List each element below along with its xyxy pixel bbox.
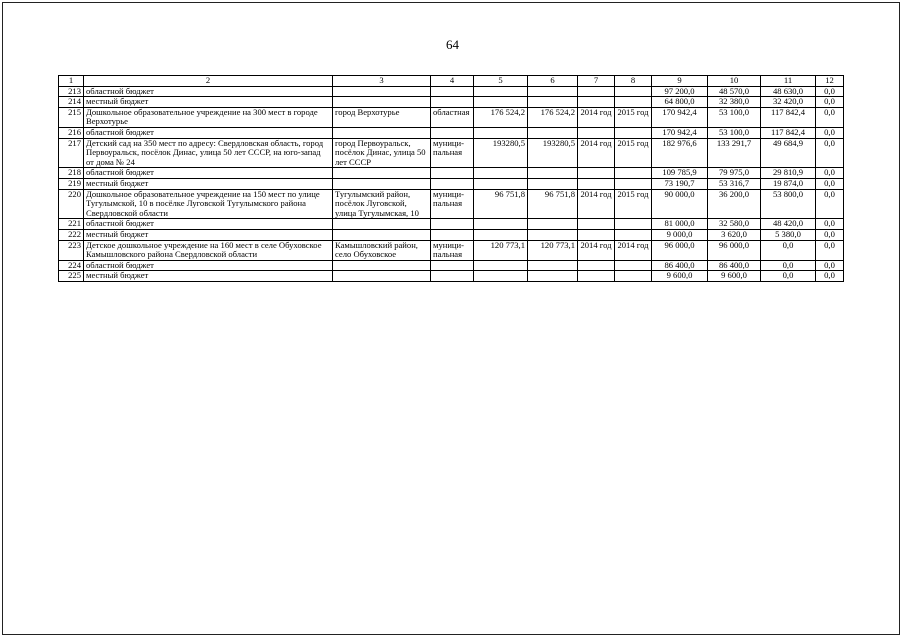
row-estimated-cost: [474, 127, 528, 138]
row-funding-year-1: 53 100,0: [708, 127, 761, 138]
row-start-year: 2014 год: [578, 240, 615, 260]
row-end-year: 2014 год: [615, 240, 652, 260]
row-ownership: [431, 86, 474, 97]
row-end-year: [615, 178, 652, 189]
row-ownership: муници-пальная: [431, 138, 474, 168]
row-name: Детский сад на 350 мест по адресу: Свердловская область, город Первоуральск, посёлок Динас, улица 50 лет СССР, на юго-запад от дома № 24: [84, 138, 333, 168]
row-end-year: [615, 168, 652, 179]
row-start-year: [578, 86, 615, 97]
table-row: [59, 219, 844, 230]
row-total-funding: 97 200,0: [652, 86, 708, 97]
column-header: 3: [333, 76, 431, 87]
row-cost-current: [528, 178, 578, 189]
row-total-funding: 109 785,9: [652, 168, 708, 179]
row-location: Камышловский район, село Обуховское: [333, 240, 431, 260]
row-funding-year-3: 0,0: [816, 178, 844, 189]
row-cost-current: [528, 168, 578, 179]
row-ownership: [431, 260, 474, 271]
row-total-funding: 170 942,4: [652, 127, 708, 138]
row-total-funding: 96 000,0: [652, 240, 708, 260]
row-name: областной бюджет: [84, 219, 333, 230]
row-name: Детское дошкольное учреждение на 160 мест в селе Обуховское Камышловского района Свердловской области: [84, 240, 333, 260]
row-funding-year-3: 0,0: [816, 271, 844, 282]
row-cost-current: 176 524,2: [528, 107, 578, 127]
row-funding-year-1: 32 380,0: [708, 97, 761, 108]
row-funding-year-2: 0,0: [761, 260, 816, 271]
table-row: [59, 189, 844, 219]
row-name: областной бюджет: [84, 168, 333, 179]
row-number: 213: [59, 86, 84, 97]
row-funding-year-3: 0,0: [816, 127, 844, 138]
row-total-funding: 86 400,0: [652, 260, 708, 271]
row-cost-current: [528, 219, 578, 230]
column-header: 10: [708, 76, 761, 87]
row-cost-current: [528, 229, 578, 240]
row-funding-year-2: 19 874,0: [761, 178, 816, 189]
table-row: [59, 107, 844, 127]
row-end-year: [615, 219, 652, 230]
row-location: [333, 178, 431, 189]
row-location: город Верхотурье: [333, 107, 431, 127]
table-body: [59, 76, 844, 282]
row-name: Дошкольное образовательное учреждение на 150 мест по улице Тугулымской, 10 в посёлке Луговской Тугулымского района Свердловской области: [84, 189, 333, 219]
page-number: 64: [446, 37, 459, 52]
row-ownership: [431, 229, 474, 240]
row-total-funding: 9 600,0: [652, 271, 708, 282]
row-funding-year-3: 0,0: [816, 219, 844, 230]
column-header: 5: [474, 76, 528, 87]
row-funding-year-2: 53 800,0: [761, 189, 816, 219]
row-funding-year-1: 53 316,7: [708, 178, 761, 189]
row-cost-current: [528, 271, 578, 282]
row-name: местный бюджет: [84, 178, 333, 189]
row-ownership: муници-пальная: [431, 189, 474, 219]
row-funding-year-2: 0,0: [761, 271, 816, 282]
row-name: местный бюджет: [84, 97, 333, 108]
table-header-row: [59, 76, 844, 87]
row-cost-current: [528, 97, 578, 108]
row-ownership: [431, 127, 474, 138]
column-header: 2: [84, 76, 333, 87]
table-row: [59, 168, 844, 179]
row-location: город Первоуральск, посёлок Динас, улица 50 лет СССР: [333, 138, 431, 168]
row-ownership: муници-пальная: [431, 240, 474, 260]
row-end-year: 2015 год: [615, 107, 652, 127]
row-end-year: [615, 127, 652, 138]
column-header: 11: [761, 76, 816, 87]
table-row: [59, 127, 844, 138]
row-cost-current: 120 773,1: [528, 240, 578, 260]
row-total-funding: 73 190,7: [652, 178, 708, 189]
row-start-year: [578, 219, 615, 230]
row-estimated-cost: 120 773,1: [474, 240, 528, 260]
row-funding-year-1: 32 580,0: [708, 219, 761, 230]
row-location: [333, 260, 431, 271]
row-start-year: [578, 229, 615, 240]
row-end-year: [615, 229, 652, 240]
row-funding-year-1: 3 620,0: [708, 229, 761, 240]
row-ownership: областная: [431, 107, 474, 127]
table-row: [59, 97, 844, 108]
row-funding-year-3: 0,0: [816, 260, 844, 271]
row-funding-year-1: 9 600,0: [708, 271, 761, 282]
row-number: 225: [59, 271, 84, 282]
table-row: [59, 178, 844, 189]
row-funding-year-3: 0,0: [816, 107, 844, 127]
row-end-year: 2015 год: [615, 189, 652, 219]
row-number: 216: [59, 127, 84, 138]
row-number: 221: [59, 219, 84, 230]
row-ownership: [431, 97, 474, 108]
column-header: 4: [431, 76, 474, 87]
row-cost-current: 96 751,8: [528, 189, 578, 219]
row-end-year: 2015 год: [615, 138, 652, 168]
row-ownership: [431, 271, 474, 282]
row-number: 223: [59, 240, 84, 260]
row-end-year: [615, 271, 652, 282]
row-location: [333, 219, 431, 230]
row-start-year: [578, 127, 615, 138]
table-row: [59, 138, 844, 168]
row-funding-year-3: 0,0: [816, 240, 844, 260]
row-number: 218: [59, 168, 84, 179]
row-total-funding: 9 000,0: [652, 229, 708, 240]
row-funding-year-2: 117 842,4: [761, 127, 816, 138]
row-end-year: [615, 97, 652, 108]
row-location: [333, 97, 431, 108]
row-ownership: [431, 168, 474, 179]
column-header: 12: [816, 76, 844, 87]
row-start-year: 2014 год: [578, 189, 615, 219]
row-start-year: 2014 год: [578, 138, 615, 168]
row-start-year: [578, 168, 615, 179]
row-funding-year-2: 49 684,9: [761, 138, 816, 168]
row-total-funding: 64 800,0: [652, 97, 708, 108]
row-name: областной бюджет: [84, 260, 333, 271]
row-funding-year-3: 0,0: [816, 97, 844, 108]
row-number: 217: [59, 138, 84, 168]
row-ownership: [431, 178, 474, 189]
column-header: 9: [652, 76, 708, 87]
row-number: 222: [59, 229, 84, 240]
row-estimated-cost: 176 524,2: [474, 107, 528, 127]
row-funding-year-3: 0,0: [816, 168, 844, 179]
row-location: [333, 86, 431, 97]
row-funding-year-2: 48 630,0: [761, 86, 816, 97]
row-total-funding: 90 000,0: [652, 189, 708, 219]
row-location: [333, 271, 431, 282]
row-funding-year-1: 86 400,0: [708, 260, 761, 271]
row-total-funding: 81 000,0: [652, 219, 708, 230]
row-number: 215: [59, 107, 84, 127]
row-estimated-cost: [474, 271, 528, 282]
row-cost-current: 193280,5: [528, 138, 578, 168]
row-funding-year-1: 48 570,0: [708, 86, 761, 97]
row-total-funding: 182 976,6: [652, 138, 708, 168]
row-funding-year-3: 0,0: [816, 138, 844, 168]
row-location: [333, 168, 431, 179]
row-funding-year-1: 133 291,7: [708, 138, 761, 168]
row-number: 214: [59, 97, 84, 108]
row-funding-year-2: 48 420,0: [761, 219, 816, 230]
row-name: областной бюджет: [84, 127, 333, 138]
row-funding-year-1: 96 000,0: [708, 240, 761, 260]
column-header: 7: [578, 76, 615, 87]
row-cost-current: [528, 127, 578, 138]
row-total-funding: 170 942,4: [652, 107, 708, 127]
row-estimated-cost: 96 751,8: [474, 189, 528, 219]
row-name: областной бюджет: [84, 86, 333, 97]
row-funding-year-1: 36 200,0: [708, 189, 761, 219]
row-funding-year-1: 53 100,0: [708, 107, 761, 127]
row-funding-year-2: 29 810,9: [761, 168, 816, 179]
row-cost-current: [528, 260, 578, 271]
row-name: местный бюджет: [84, 271, 333, 282]
table-row: [59, 240, 844, 260]
table-row: [59, 229, 844, 240]
row-name: местный бюджет: [84, 229, 333, 240]
row-estimated-cost: [474, 229, 528, 240]
row-number: 220: [59, 189, 84, 219]
row-funding-year-2: 0,0: [761, 240, 816, 260]
column-header: 1: [59, 76, 84, 87]
row-estimated-cost: [474, 86, 528, 97]
row-funding-year-3: 0,0: [816, 189, 844, 219]
row-funding-year-3: 0,0: [816, 229, 844, 240]
row-end-year: [615, 86, 652, 97]
row-estimated-cost: [474, 219, 528, 230]
row-start-year: [578, 178, 615, 189]
column-header: 8: [615, 76, 652, 87]
row-estimated-cost: [474, 178, 528, 189]
table-row: [59, 86, 844, 97]
row-cost-current: [528, 86, 578, 97]
row-funding-year-2: 117 842,4: [761, 107, 816, 127]
row-start-year: [578, 271, 615, 282]
row-estimated-cost: 193280,5: [474, 138, 528, 168]
column-header: 6: [528, 76, 578, 87]
row-estimated-cost: [474, 168, 528, 179]
budget-table: [58, 75, 844, 282]
table-row: [59, 271, 844, 282]
row-location: [333, 229, 431, 240]
row-location: [333, 127, 431, 138]
row-end-year: [615, 260, 652, 271]
row-start-year: [578, 260, 615, 271]
row-estimated-cost: [474, 97, 528, 108]
row-funding-year-1: 79 975,0: [708, 168, 761, 179]
table-row: [59, 260, 844, 271]
row-funding-year-3: 0,0: [816, 86, 844, 97]
row-location: Тугулымский район, посёлок Луговской, улица Тугулымская, 10: [333, 189, 431, 219]
row-start-year: [578, 97, 615, 108]
row-name: Дошкольное образовательное учреждение на 300 мест в городе Верхотурье: [84, 107, 333, 127]
row-ownership: [431, 219, 474, 230]
row-number: 219: [59, 178, 84, 189]
row-funding-year-2: 5 380,0: [761, 229, 816, 240]
row-start-year: 2014 год: [578, 107, 615, 127]
row-funding-year-2: 32 420,0: [761, 97, 816, 108]
row-number: 224: [59, 260, 84, 271]
row-estimated-cost: [474, 260, 528, 271]
